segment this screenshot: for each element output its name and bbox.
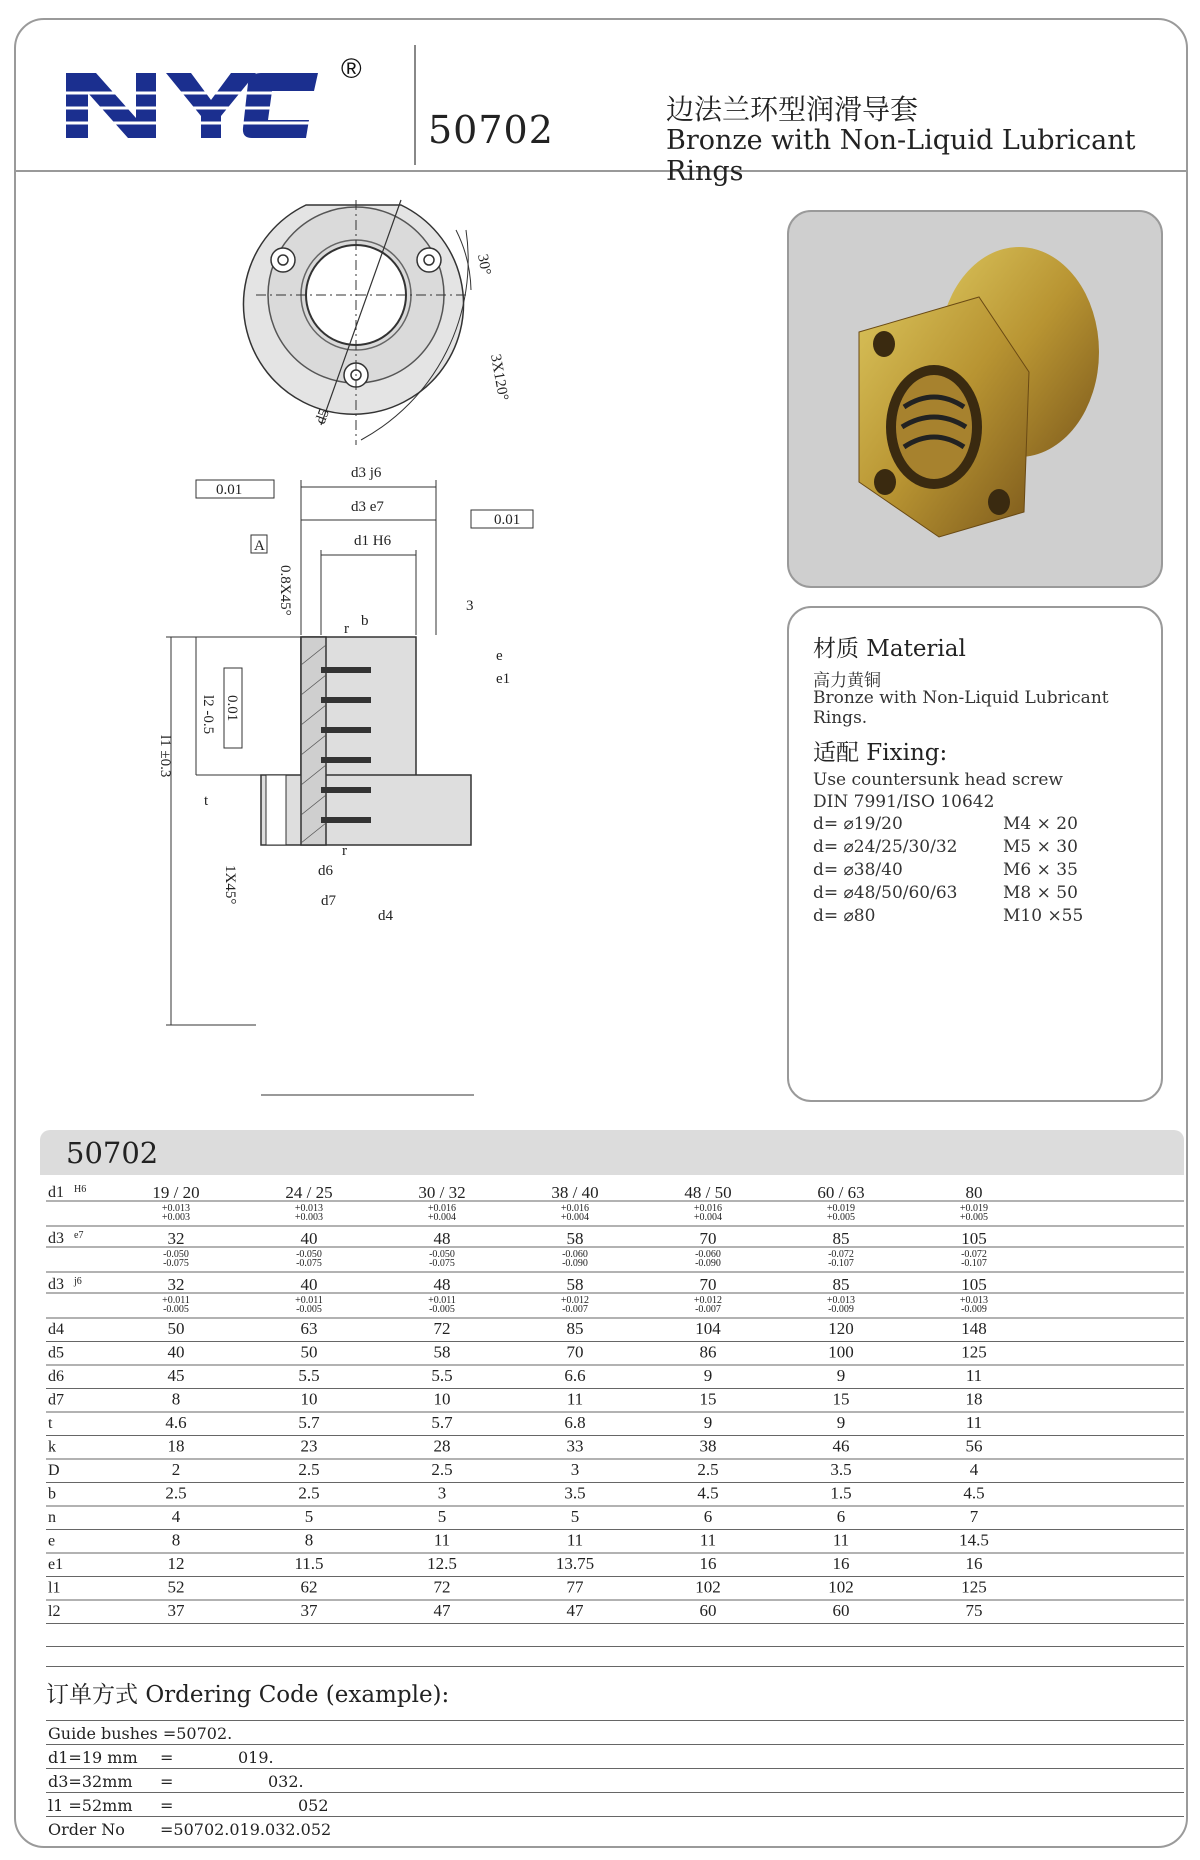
fixing-row: d= ⌀80 M10 ×55 (813, 906, 1084, 926)
tolerance-cell: -0.060 (695, 1249, 721, 1260)
tolerance-cell: -0.005 (163, 1304, 189, 1315)
row-label-sup: H6 (74, 1184, 87, 1195)
technical-drawing (157, 195, 626, 1110)
row-label: d7 (48, 1391, 64, 1409)
table-cell: 62 (300, 1577, 318, 1597)
row-label: d6 (48, 1368, 64, 1385)
table-cell: 15 (832, 1389, 850, 1409)
table-cell: 5 (304, 1507, 314, 1526)
row-label: d4 (48, 1321, 64, 1338)
title-chinese: 边法兰环型润滑导套 (666, 93, 919, 126)
tolerance-cell: -0.107 (828, 1258, 854, 1269)
table-cell: 102 (828, 1577, 854, 1597)
tolerance-cell: -0.050 (163, 1249, 189, 1260)
angle-3x120-label: 3X120° (487, 352, 511, 402)
l1-label: l1 ±0.3 (157, 735, 173, 778)
divider (46, 1792, 1184, 1793)
header (16, 20, 1186, 187)
tolerance-cell: -0.050 (429, 1249, 455, 1260)
table-cell: 70 (699, 1229, 717, 1248)
table-cell: 16 (832, 1554, 850, 1573)
table-cell: 58 (566, 1229, 584, 1248)
table-cell: 5.7 (298, 1413, 320, 1432)
table-cell: 15 (699, 1389, 717, 1409)
divider (46, 1816, 1184, 1817)
tolerance-cell: -0.005 (296, 1304, 322, 1315)
tolerance-cell: -0.072 (828, 1249, 854, 1260)
table-cell: 4.6 (165, 1413, 187, 1432)
table-cell: 60 / 63 (817, 1183, 865, 1202)
table-cell: 30 / 32 (418, 1183, 466, 1202)
table-cell: 102 (695, 1577, 721, 1597)
table-cell: 16 (965, 1554, 983, 1573)
table-cell: 47 (433, 1601, 451, 1620)
table-cell: 11 (965, 1413, 983, 1432)
table-cell: 105 (961, 1229, 987, 1248)
tolerance-cell: +0.013 (294, 1203, 324, 1214)
table-cell: 104 (695, 1319, 721, 1338)
tolerance-c: 0.01 (224, 695, 240, 722)
brand-logo (56, 38, 396, 158)
title-english: Bronze with Non-Liquid Lubricant Rings (666, 125, 1136, 187)
table-cell: 5.5 (431, 1366, 453, 1385)
table-cell: 85 (566, 1319, 584, 1338)
tolerance-cell: +0.016 (427, 1203, 457, 1214)
table-cell: 24 / 25 (285, 1183, 333, 1202)
table-cell: 16 (699, 1554, 717, 1573)
row-label-sup: j6 (74, 1276, 82, 1287)
divider (46, 1666, 1184, 1667)
tolerance-cell: +0.016 (560, 1203, 590, 1214)
chamfer-1: 1X45° (222, 865, 238, 905)
table-cell: 50 (300, 1342, 318, 1362)
fixing-line2: DIN 7991/ISO 10642 (813, 792, 995, 812)
e-label: e (496, 648, 503, 664)
tolerance-cell: +0.012 (560, 1295, 590, 1306)
table-cell: 18 (965, 1389, 983, 1409)
row-label: t (48, 1415, 53, 1432)
tolerance-cell: -0.007 (562, 1304, 588, 1315)
table-cell: 12 (167, 1554, 185, 1573)
tolerance-cell: +0.013 (959, 1295, 989, 1306)
l2-label: l2 -0.5 (200, 695, 216, 735)
table-cell: 9 (703, 1413, 713, 1432)
material-en: Bronze with Non-Liquid Lubricant Rings. (813, 688, 1109, 728)
ordering-title: 订单方式 Ordering Code (example): (46, 1682, 450, 1708)
table-cell: 58 (433, 1342, 451, 1362)
table-cell: 40 (300, 1229, 318, 1248)
tolerance-cell: -0.075 (429, 1258, 455, 1269)
tolerance-cell: +0.011 (428, 1295, 456, 1306)
material-cn: 高力黄铜 (813, 671, 881, 691)
table-cell: 85 (832, 1229, 850, 1248)
table-cell: 1.5 (830, 1483, 852, 1503)
table-cell: 11 (832, 1530, 850, 1550)
table-cell: 9 (836, 1366, 846, 1385)
table-cell: 47 (566, 1601, 584, 1620)
divider (46, 1768, 1184, 1769)
table-cell: 32 (167, 1229, 185, 1248)
table-cell: 50 (167, 1319, 185, 1338)
table-cell: 75 (965, 1601, 983, 1620)
row-label: d3 (48, 1230, 64, 1247)
tolerance-cell: -0.090 (695, 1258, 721, 1269)
table-cell: 60 (699, 1601, 717, 1620)
table-cell: 6.8 (564, 1413, 586, 1432)
table-cell: 8 (171, 1530, 181, 1550)
table-cell: 12.5 (427, 1554, 457, 1573)
material-heading: 材质 Material (813, 636, 966, 662)
spec-table (46, 1180, 1184, 1620)
tolerance-cell: +0.005 (959, 1212, 989, 1223)
table-cell: 6 (703, 1507, 713, 1526)
table-cell: 38 / 40 (551, 1183, 599, 1202)
table-header-bar (40, 1130, 1184, 1175)
table-cell: 6.6 (564, 1366, 586, 1385)
tolerance-cell: +0.005 (826, 1212, 856, 1223)
table-cell: 2.5 (298, 1460, 320, 1479)
divider (46, 1720, 1184, 1721)
table-cell: 48 / 50 (684, 1183, 732, 1202)
tolerance-cell: -0.090 (562, 1258, 588, 1269)
tolerance-cell: +0.004 (427, 1212, 457, 1223)
table-cell: 37 (167, 1601, 185, 1620)
table-cell: 48 (433, 1229, 451, 1248)
row-label: l2 (48, 1603, 61, 1620)
divider (46, 1646, 1184, 1647)
r-label-bottom: r (342, 843, 347, 859)
row-label: e1 (48, 1556, 64, 1573)
table-cell: 3 (437, 1483, 447, 1503)
product-code: 50702 (428, 108, 554, 152)
tolerance-cell: -0.005 (429, 1304, 455, 1315)
table-cell: 52 (167, 1577, 185, 1597)
fixing-row: d= ⌀48/50/60/63 M8 × 50 (813, 883, 1078, 903)
table-cell: 72 (433, 1319, 451, 1338)
row-label: d3 (48, 1276, 64, 1293)
table-cell: 85 (832, 1275, 850, 1294)
tolerance-cell: -0.009 (828, 1304, 854, 1315)
divider (46, 1744, 1184, 1745)
table-cell: 9 (836, 1413, 846, 1432)
table-cell: 105 (961, 1275, 987, 1294)
table-cell: 38 (699, 1436, 717, 1456)
table-cell: 4 (969, 1460, 979, 1479)
datum-a: A (254, 538, 265, 554)
table-cell: 125 (961, 1342, 987, 1362)
angle-30-label: 30° (474, 252, 494, 277)
table-cell: 2 (171, 1460, 181, 1479)
table-cell: 19 / 20 (152, 1183, 200, 1202)
tolerance-cell: -0.072 (961, 1249, 987, 1260)
table-cell: 8 (171, 1389, 181, 1409)
table-cell: 2.5 (298, 1483, 320, 1503)
d3j6-label: d3 j6 (351, 465, 382, 481)
tolerance-cell: +0.016 (693, 1203, 723, 1214)
t-label: t (204, 793, 209, 809)
d4-label: d4 (378, 908, 393, 924)
table-cell: 11 (965, 1366, 983, 1385)
table-cell: 5 (437, 1507, 447, 1526)
tolerance-cell: -0.075 (296, 1258, 322, 1269)
row-label: k (48, 1438, 56, 1456)
table-cell: 125 (961, 1577, 987, 1597)
tolerance-cell: +0.013 (161, 1203, 191, 1214)
table-cell: 33 (566, 1436, 584, 1456)
top-view (244, 200, 472, 445)
tolerance-b: 0.01 (494, 512, 521, 528)
b-label: b (361, 613, 369, 629)
table-cell: 40 (300, 1275, 318, 1294)
table-cell: 9 (703, 1366, 713, 1385)
row-label: D (48, 1462, 60, 1479)
table-cell: 72 (433, 1577, 451, 1597)
row-label: e (48, 1532, 56, 1550)
row-label: l1 (48, 1579, 61, 1597)
table-cell: 58 (566, 1275, 584, 1294)
table-cell: 4.5 (963, 1483, 985, 1503)
table-cell: 148 (961, 1319, 987, 1338)
table-cell: 37 (300, 1601, 318, 1620)
header-divider (414, 45, 416, 165)
fixing-row: d= ⌀19/20 M4 × 20 (813, 814, 1078, 834)
tolerance-cell: +0.003 (161, 1212, 191, 1223)
table-cell: 70 (699, 1275, 717, 1294)
table-cell: 5.7 (431, 1413, 453, 1432)
d3e7-label: d3 e7 (351, 499, 384, 515)
table-cell: 11 (566, 1530, 584, 1550)
table-cell: 10 (433, 1389, 451, 1409)
table-cell: 7 (969, 1507, 979, 1526)
table-cell: 32 (167, 1275, 185, 1294)
table-cell: 18 (167, 1436, 185, 1456)
fixing-heading: 适配 Fixing: (813, 740, 948, 766)
table-cell: 14.5 (959, 1530, 989, 1550)
table-cell: 6 (836, 1507, 846, 1526)
table-cell: 60 (832, 1601, 850, 1620)
material-fixing-box (787, 606, 1163, 1102)
table-cell: 4.5 (697, 1483, 719, 1503)
d1h6-label: d1 H6 (354, 533, 392, 549)
table-cell: 11.5 (294, 1554, 324, 1573)
row-label: d5 (48, 1344, 64, 1362)
table-cell: 48 (433, 1275, 451, 1294)
row-label: d1 (48, 1184, 64, 1201)
chamfer-08: 0.8X45° (277, 565, 293, 616)
table-cell: 13.75 (555, 1554, 595, 1573)
table-cell: 5.5 (298, 1366, 320, 1385)
d5-label: d5 (312, 406, 333, 427)
table-cell: 77 (566, 1577, 584, 1597)
d6-label: d6 (318, 863, 333, 879)
tolerance-cell: +0.004 (560, 1212, 590, 1223)
table-cell: 11 (433, 1530, 451, 1550)
e1-label: e1 (496, 671, 511, 687)
table-cell: 23 (300, 1436, 318, 1456)
screw-hole (266, 775, 286, 845)
fixing-row: d= ⌀24/25/30/32 M5 × 30 (813, 837, 1078, 857)
product-photo (787, 210, 1163, 588)
table-cell: 3.5 (564, 1483, 586, 1503)
row-label-sup: e7 (74, 1230, 84, 1241)
tolerance-cell: -0.075 (163, 1258, 189, 1269)
table-cell: 80 (965, 1183, 983, 1202)
tolerance-cell: +0.011 (295, 1295, 323, 1306)
table-cell: 4 (171, 1507, 181, 1526)
table-cell: 40 (167, 1342, 185, 1362)
table-cell: 5 (570, 1507, 580, 1526)
table-title: 50702 (66, 1136, 159, 1170)
table-cell: 2.5 (431, 1460, 453, 1479)
tolerance-cell: +0.004 (693, 1212, 723, 1223)
tolerance-a: 0.01 (216, 482, 243, 498)
row-label: b (48, 1485, 56, 1503)
table-cell: 3.5 (830, 1460, 852, 1479)
table-cell: 8 (304, 1530, 314, 1550)
table-cell: 86 (699, 1342, 717, 1362)
tolerance-cell: +0.003 (294, 1212, 324, 1223)
table-cell: 11 (699, 1530, 717, 1550)
tolerance-cell: -0.007 (695, 1304, 721, 1315)
table-cell: 28 (433, 1436, 451, 1456)
tolerance-cell: -0.107 (961, 1258, 987, 1269)
fixing-line1: Use countersunk head screw (813, 770, 1063, 790)
table-cell: 56 (965, 1436, 983, 1456)
table-cell: 63 (300, 1319, 318, 1338)
table-cell: 100 (828, 1342, 854, 1362)
registered-mark: ® (341, 53, 362, 84)
tolerance-cell: -0.009 (961, 1304, 987, 1315)
fixing-row: d= ⌀38/40 M6 × 35 (813, 860, 1078, 880)
datasheet-card: ® 50702 边法兰环型润滑导套 Bronze with Non-Liquid Lubricant Rings 30° 3X120° d5 d3 j6 d3 e7 d1 H6 0.01 0.01 0.01 A 0.8X45° b r 3 e e1 l1 ±0.3 l2 -0.5 t r 1X45° d6 d7 d4 材质 Material 高力黄铜 Bronze with Non-Liquid Lubricant Rings. 适配 Fixing: Use countersunk head screw DIN 7991/ISO 10642 d= ⌀19/20 M4 × 20 d= ⌀24/25/30/32 M5 × 30 d= ⌀38/40 M6 × 35 d= ⌀48/50/60/63 M8 × 50 d= ⌀80 M10 ×55 50702 d1 H6 19 / 20 24 / 25 30 / 32 38 / 40 48 / 50 60 / 63 80 +0.013 +0.013 +0.016 +0.016 +0.016 +0.019 +0.019 +0.003 +0.003 +0.004 +0.004 +0.004 +0.005 +0.005 d3 e7 32 40 48 58 70 85 105 -0.050 -0.050 -0.050 -0.060 -0.060 -0.072 -0.072 -0.075 -0.075 -0.075 -0.090 -0.090 -0.107 -0.107 d3 j6 32 40 48 58 70 85 105 +0.011 +0.011 +0.011 +0.012 +0.012 +0.013 +0.013 -0.005 -0.005 -0.005 -0.007 -0.007 -0.009 -0.009 d4 50 63 72 85 104 120 148 d5 40 50 58 70 86 100 125 d6 45 5.5 5.5 6.6 9 9 11 d7 8 10 10 11 15 15 18 t 4.6 5.7 5.7 6.8 9 9 11 k 18 23 28 33 38 46 56 D 2 2.5 2.5 3 2.5 3.5 4 b 2.5 2.5 3 3.5 4.5 1.5 4.5 n 4 5 5 5 6 6 7 e 8 8 11 11 11 11 14.5 e1 12 11.5 12.5 13.75 16 16 16 l1 52 62 72 77 102 102 125 l2 37 37 47 47 60 60 75 订单方式 Ordering Code (example): Guide bushes =50702. d1=19 mm = 019. d3=32mm = 032. l1 =52mm = 052 Order No =50702.019.032.052 (14, 18, 1188, 1848)
table-cell: 70 (566, 1342, 584, 1362)
row-label: n (48, 1509, 56, 1526)
tolerance-cell: +0.019 (826, 1203, 856, 1214)
tolerance-cell: +0.012 (693, 1295, 723, 1306)
table-cell: 45 (167, 1366, 185, 1385)
three-label: 3 (466, 598, 474, 614)
table-cell: 2.5 (165, 1483, 187, 1503)
table-cell: 3 (570, 1460, 580, 1479)
tolerance-cell: +0.019 (959, 1203, 989, 1214)
r-label-top: r (344, 621, 349, 637)
table-cell: 11 (566, 1389, 584, 1409)
table-cell: 120 (828, 1319, 854, 1338)
table-cell: 10 (300, 1389, 318, 1409)
d7-label: d7 (321, 893, 336, 909)
tolerance-cell: -0.060 (562, 1249, 588, 1260)
tolerance-cell: +0.011 (162, 1295, 190, 1306)
table-cell: 2.5 (697, 1460, 719, 1479)
tolerance-cell: -0.050 (296, 1249, 322, 1260)
tolerance-cell: +0.013 (826, 1295, 856, 1306)
table-cell: 46 (832, 1436, 850, 1456)
